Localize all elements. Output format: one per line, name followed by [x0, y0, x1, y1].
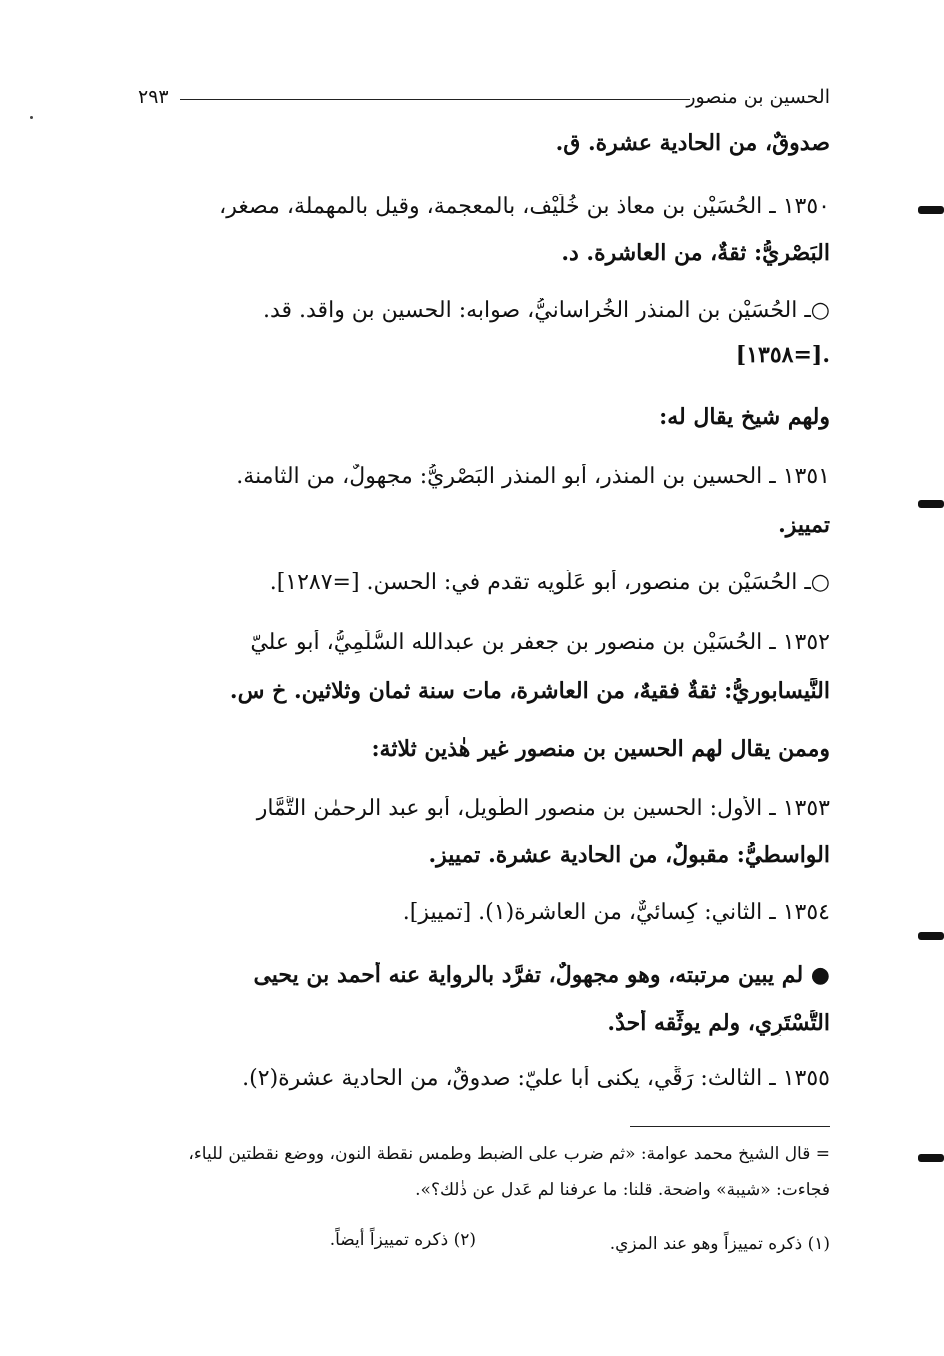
- footnote-continued-line-2: فجاءت: «شيبة» واضحة. قلنا: ما عرفنا لم عَدل عن ذٰلك؟».: [415, 1180, 830, 1200]
- entry-1350-line-2: البَصْريُّ: ثقةٌ، من العاشرة. د.: [561, 240, 830, 266]
- footnote-1: (١) ذكره تمييزاً وهو عند المزي.: [609, 1234, 830, 1254]
- scan-speck: [30, 116, 33, 119]
- footnote-rule: [630, 1126, 830, 1127]
- entry-1353-line-2: الواسطيُّ: مقبولٌ، من الحادية عشرة. تمييز.: [428, 842, 830, 868]
- margin-mark: [918, 206, 944, 214]
- entry-1351-line-1: ١٣٥١ ـ الحسين بن المنذر، أبو المنذر البَصْريُّ: مجهولٌ، من الثامنة.: [236, 464, 830, 489]
- entry-1352-line-2: النَّيسابوريُّ: ثقةٌ فقيهٌ، من العاشرة، مات سنة ثمان وثلاثين. خ س.: [229, 678, 830, 704]
- entry-1350-line-1: ١٣٥٠ ـ الحُسَيْن بن معاذ بن خُلَيْف، بالمعجمة، وقيل بالمهملة، مصغر،: [219, 194, 830, 219]
- section-heading-2: وممن يقال لهم الحسين بن منصور غير هٰذين ثلاثة:: [371, 736, 830, 762]
- margin-mark: [918, 500, 944, 508]
- entry-1354: ١٣٥٤ ـ الثاني: كِسائيٌّ، من العاشرة(١). [تمييز].: [402, 900, 830, 925]
- cross-ref-line-2: .[=١٣٥٨]: [735, 342, 830, 368]
- entry-1352-line-1: ١٣٥٢ ـ الحُسَيْن بن منصور بن جعفر بن عبدالله السُّلَمِيُّ، أبو عليّ: [250, 630, 830, 655]
- cross-ref-alluwayh: ○ـ الحُسَيْن بن منصور، أبو عَلُّويه تقدم في: الحسن. [=١٢٨٧].: [269, 570, 830, 595]
- entry-1351-line-2: تمييز.: [778, 512, 830, 538]
- comment-line-1: ● لم يبين مرتبته، وهو مجهولٌ، تفرَّد بالرواية عنه أحمد بن يحيى: [253, 962, 830, 988]
- running-head-title: الحسين بن منصور: [686, 86, 830, 108]
- running-head: [138, 86, 830, 110]
- running-head-rule: [180, 99, 690, 100]
- section-heading: ولهم شيخ يقال له:: [659, 404, 830, 430]
- cross-ref-line-1: ○ـ الحُسَيْن بن المنذر الخُراسانيُّ، صوابه: الحسين بن واقد. قد.: [262, 298, 830, 323]
- entry-1355: ١٣٥٥ ـ الثالث: رَقِّي، يكنى أبا عليّ: صدوقٌ، من الحادية عشرة(٢).: [242, 1066, 830, 1091]
- footnote-2: (٢) ذكره تمييزاً أيضاً.: [329, 1230, 476, 1250]
- margin-mark: [918, 932, 944, 940]
- footnote-continued-line-1: = قال الشيخ محمد عوامة: «ثم ضرب على الضبط وطمس نقطة النون، ووضع نقطتين للياء،: [188, 1144, 830, 1164]
- text-line-1: صدوقٌ، من الحادية عشرة. ق.: [555, 130, 830, 156]
- margin-mark: [918, 1154, 944, 1162]
- comment-line-2: التُّسْتَرِي، ولم يوثِّقه أحدٌ.: [607, 1010, 830, 1036]
- entry-1353-line-1: ١٣٥٣ ـ الأول: الحسين بن منصور الطَّويل، أبو عبد الرحمٰن التَّمَّار: [256, 796, 830, 821]
- page-number: ٢٩٣: [138, 86, 169, 108]
